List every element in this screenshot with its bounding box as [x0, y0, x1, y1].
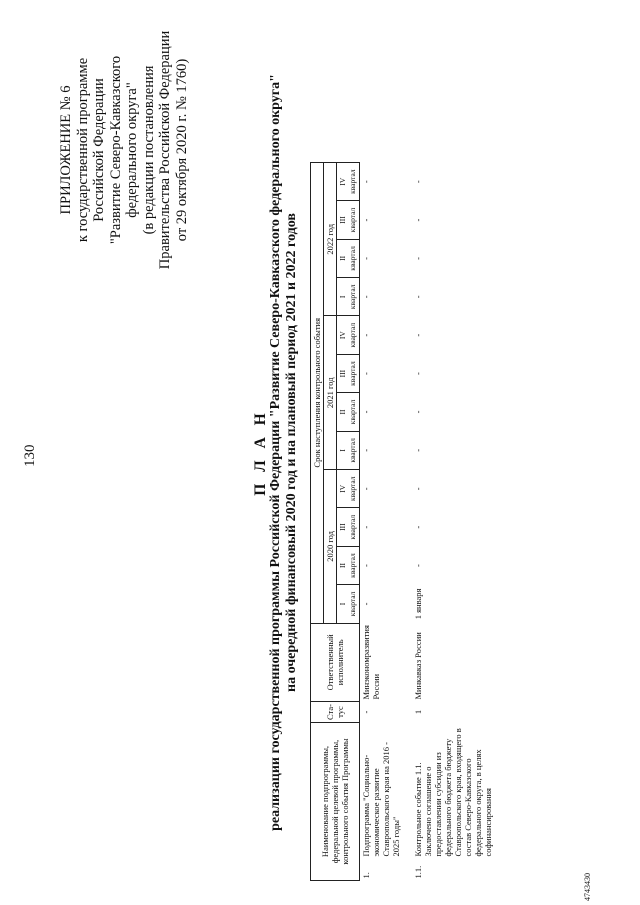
document-id: 4743430	[583, 873, 592, 901]
quarter-number: IV	[338, 331, 347, 340]
header-quarter	[337, 546, 360, 584]
header-quarter	[337, 585, 360, 623]
header-name: Наименование подпрограммы, федеральной целевой программы, контрольного события Программы	[311, 723, 360, 881]
appendix-line: "Развитие Северо-Кавказского	[107, 55, 124, 245]
row-quarter-cell: -	[361, 564, 371, 567]
row-number: 1.	[361, 872, 371, 879]
quarter-word: квартал	[348, 246, 357, 271]
document-subtitle: реализации государственной программы Российской Федерации "Развитие Северо-Кавказского федерального округа"	[268, 74, 283, 831]
appendix-header	[58, 5, 190, 295]
row-quarter-cell: -	[413, 295, 423, 299]
row-quarter-cell: -	[361, 372, 371, 376]
quarter-number: I	[338, 449, 347, 452]
row-quarter-cell: -	[413, 372, 423, 376]
row-quarter-cell: -	[361, 487, 371, 491]
quarter-number: II	[338, 409, 347, 415]
appendix-line: от 29 октября 2020 г. № 1760)	[173, 58, 190, 242]
plan-table	[310, 162, 494, 881]
row-spacer	[402, 162, 412, 880]
header-quarter	[337, 278, 360, 316]
header-quarter	[337, 354, 360, 392]
appendix-line: Правительства Российской Федерации	[157, 30, 173, 270]
quarter-word: квартал	[348, 361, 357, 386]
document-title: П Л А Н	[252, 409, 269, 496]
row-quarter-cell: -	[361, 525, 371, 529]
header-quarter	[337, 162, 360, 200]
header-quarter	[337, 316, 360, 354]
document-subtitle-period: на очередной финансовый 2020 год и на плановый период 2021 и 2022 годов	[284, 213, 299, 692]
quarter-word: квартал	[348, 591, 357, 617]
page-number: 130	[22, 444, 38, 467]
header-year: 2022 год	[324, 162, 337, 316]
row-quarter-cell: -	[361, 602, 371, 606]
plan-body	[360, 162, 495, 880]
table-row	[412, 162, 494, 880]
appendix-line: Российской Федерации	[91, 78, 107, 222]
row-quarter-cell: -	[361, 180, 371, 184]
quarter-number: IV	[338, 484, 347, 493]
row-name-cell	[360, 723, 403, 881]
table-row	[360, 162, 403, 880]
header-status: Ста-тус	[311, 702, 360, 723]
row-quarter-cell: -	[361, 257, 371, 260]
row-executor: Минкавказ России	[413, 632, 423, 700]
row-quarter-cell: -	[413, 564, 423, 567]
quarter-word: квартал	[348, 438, 357, 463]
quarter-number: IV	[338, 177, 347, 186]
quarter-word: квартал	[348, 553, 357, 578]
row-quarter-cell: -	[413, 333, 423, 337]
row-quarter-cell: -	[413, 410, 423, 414]
appendix-line: ПРИЛОЖЕНИЕ № 6	[58, 85, 74, 215]
header-quarter	[337, 239, 360, 277]
row-quarter-cell: -	[413, 448, 423, 452]
quarter-word: квартал	[348, 514, 357, 540]
row-name-cell	[412, 723, 494, 881]
row-quarter-cell: -	[361, 333, 371, 337]
header-executor: Ответственный исполнитель	[311, 623, 360, 701]
row-quarter-cell: -	[413, 257, 423, 260]
appendix-line: к государственной программе	[74, 57, 91, 243]
row-quarter-cell: -	[413, 180, 423, 184]
quarter-word: квартал	[348, 284, 357, 310]
row-quarter-cell: 1 января	[413, 588, 423, 620]
row-name: Контрольное событие 1.1. Заключено соглашение о предоставлении субсидии из федерального бюджета бюджету Ставропольского края, входящего в состав Северо-Кавказского федерального округа, в целях софинансирования	[413, 728, 493, 857]
header-year: 2021 год	[324, 316, 337, 470]
appendix-line: федерального округа"	[124, 82, 140, 218]
row-status: 1	[413, 709, 423, 715]
quarter-number: I	[338, 295, 347, 299]
row-status: -	[361, 710, 371, 714]
row-quarter-cell: -	[413, 525, 423, 529]
row-number: 1.1.	[413, 865, 423, 879]
row-quarter-cell: -	[361, 448, 371, 452]
header-quarter	[337, 393, 360, 431]
quarter-word: квартал	[348, 399, 357, 425]
quarter-number: II	[338, 563, 347, 569]
quarter-word: квартал	[348, 169, 357, 194]
quarter-number: II	[338, 255, 347, 261]
row-quarter-cell: -	[361, 410, 371, 414]
row-quarter-cell: -	[413, 218, 423, 222]
header-deadline: Срок наступления контрольного события	[311, 162, 324, 623]
quarter-word: квартал	[348, 476, 357, 502]
row-quarter-cell: -	[361, 295, 371, 299]
quarter-number: III	[338, 523, 347, 531]
row-quarter-cell: -	[413, 487, 423, 491]
quarter-number: III	[338, 369, 347, 378]
quarter-number: III	[338, 216, 347, 224]
row-name: Подпрограмма "Социально-экономическое развитие Ставропольского края на 2016 - 2025 годы"	[361, 742, 401, 857]
header-year: 2020 год	[324, 470, 337, 624]
appendix-line: (в редакции постановления	[140, 65, 157, 235]
row-executor: Минэкономразвития России	[361, 625, 381, 700]
header-quarter	[337, 431, 360, 469]
header-quarter	[337, 470, 360, 508]
header-quarter	[337, 508, 360, 546]
quarter-word: квартал	[348, 322, 357, 348]
row-quarter-cell: -	[361, 218, 371, 222]
header-quarter	[337, 201, 360, 239]
quarter-word: квартал	[348, 207, 357, 233]
quarter-number: I	[338, 602, 347, 606]
